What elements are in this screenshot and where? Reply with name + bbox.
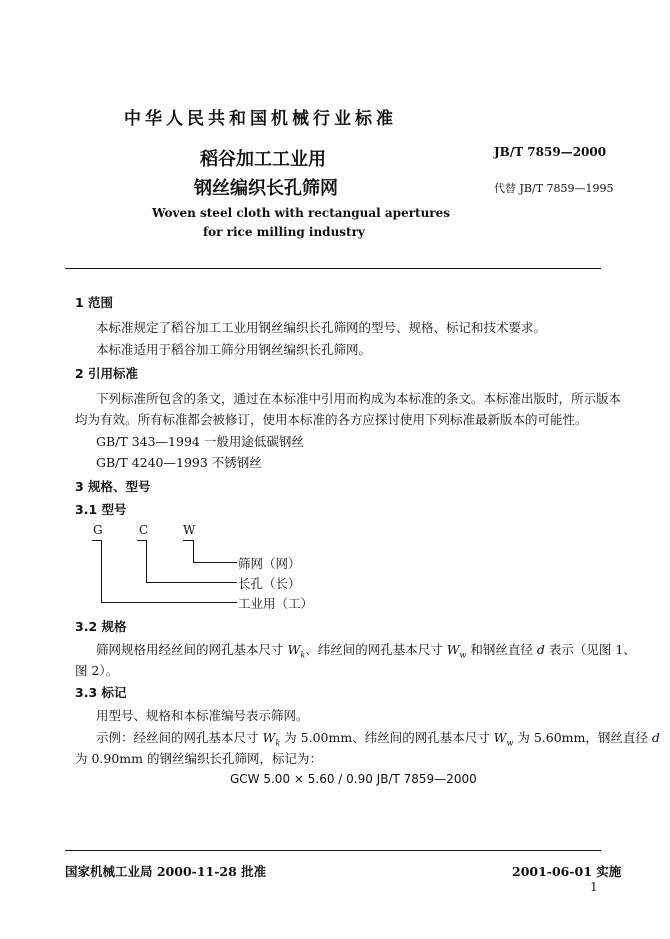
section-3-3-heading: 3.3 标记 — [75, 685, 127, 700]
example-text-b: 为 5.00mm、纬丝间的网孔基本尺寸 — [280, 730, 494, 745]
example-symbol-d: d — [651, 730, 660, 745]
marking-example: GCW 5.00 × 5.60 / 0.90 JB/T 7859—2000 — [230, 772, 477, 786]
replaces-note: 代替 JB/T 7859—1995 — [494, 182, 614, 195]
standard-category: 中华人民共和国机械行业标准 — [124, 109, 397, 129]
diagram-leader-c-horizontal — [146, 582, 237, 583]
title-cn-line1: 稻谷加工工业用 — [200, 149, 326, 170]
section-3-2-heading: 3.2 规格 — [75, 619, 127, 634]
reference-gbt-343: GB/T 343—1994 一般用途低碳钢丝 — [96, 434, 304, 449]
section-2-paragraph-line2: 均为有效。所有标准都会被修订，使用本标准的各方应探讨使用下列标准最新版本的可能性。 — [75, 412, 588, 427]
spec-text-d: 表示（见图 1、 — [544, 642, 636, 657]
example-symbol-ww: $W_w$ — [493, 730, 514, 748]
diagram-leader-w-horizontal — [193, 562, 237, 563]
diagram-label-industrial-use: 工业用（工） — [238, 596, 314, 611]
title-cn-line2: 钢丝编织长孔筛网 — [194, 178, 338, 199]
diagram-leader-w-vertical — [193, 540, 194, 562]
footer-rule — [65, 850, 601, 851]
diagram-leader-g-vertical — [101, 540, 102, 602]
diagram-leader-g-horizontal — [101, 602, 237, 603]
spec-text-a: 筛网规格用经丝间的网孔基本尺寸 — [96, 642, 288, 657]
example-line1 — [96, 728, 660, 748]
title-en-line2: for rice milling industry — [203, 225, 365, 239]
section-3-3-paragraph-1: 用型号、规格和本标准编号表示筛网。 — [96, 708, 309, 723]
header-rule — [65, 268, 601, 269]
diagram-label-long-aperture: 长孔（长） — [238, 576, 301, 591]
symbol-wk: $W_k$ — [287, 642, 306, 660]
standard-number: JB/T 7859—2000 — [494, 145, 607, 159]
section-3-2-paragraph-line2: 图 2）。 — [75, 663, 119, 678]
symbol-ww: $W_w$ — [446, 642, 467, 660]
example-text-a: 示例：经丝间的网孔基本尺寸 — [96, 730, 263, 745]
section-3-2-paragraph-line1 — [96, 640, 636, 660]
diagram-leader-c-vertical — [146, 540, 147, 582]
spec-text-b: 、纬丝间的网孔基本尺寸 — [305, 642, 447, 657]
page-number: 1 — [590, 880, 598, 894]
example-symbol-wk: $W_k$ — [262, 730, 281, 748]
section-1-heading: 1 范围 — [75, 295, 114, 310]
title-en-line1: Woven steel cloth with rectangual apertures — [152, 206, 451, 220]
section-3-heading: 3 规格、型号 — [75, 479, 151, 494]
reference-gbt-4240: GB/T 4240—1993 不锈钢丝 — [96, 455, 262, 470]
section-2-paragraph-line1: 下列标准所包含的条文，通过在本标准中引用而构成为本标准的条文。本标准出版时，所示版本 — [96, 391, 622, 406]
spec-text-c: 和钢丝直径 — [466, 642, 537, 657]
diagram-letter-g: G — [93, 523, 103, 537]
diagram-label-sieve-net: 筛网（网） — [238, 556, 301, 571]
section-3-1-heading: 3.1 型号 — [75, 502, 127, 517]
section-1-paragraph-2: 本标准适用于稻谷加工筛分用钢丝编织长孔筛网。 — [96, 342, 372, 357]
symbol-d: d — [536, 642, 545, 657]
example-line2: 为 0.90mm 的钢丝编织长孔筛网，标记为： — [75, 751, 322, 766]
section-1-paragraph-1: 本标准规定了稻谷加工工业用钢丝编织长孔筛网的型号、规格、标记和技术要求。 — [96, 320, 547, 335]
implementation-date: 2001-06-01 实施 — [512, 864, 622, 879]
approval-line: 国家机械工业局 2000-11-28 批准 — [65, 864, 267, 879]
example-text-c: 为 5.60mm，钢丝直径 — [513, 730, 652, 745]
section-2-heading: 2 引用标准 — [75, 366, 139, 381]
diagram-letter-c: C — [139, 523, 149, 537]
diagram-letter-w: W — [183, 523, 196, 537]
